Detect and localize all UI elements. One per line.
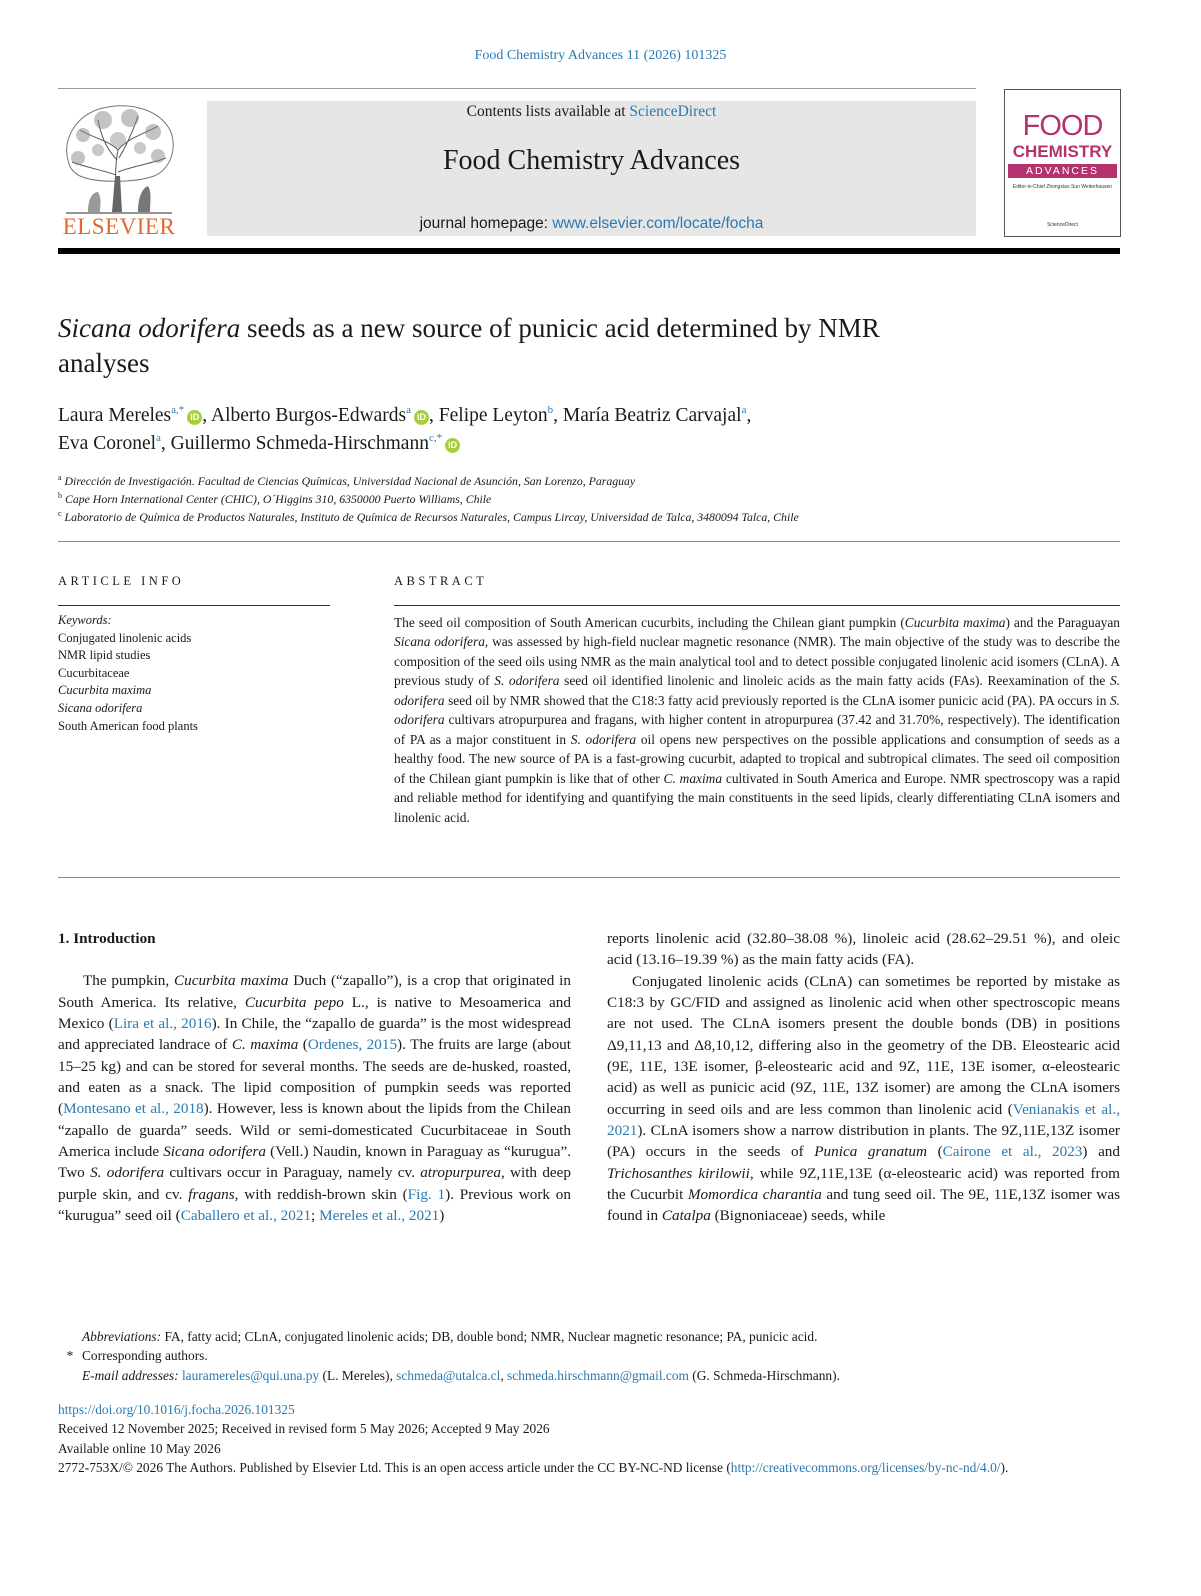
author-name[interactable]: Guillermo Schmeda-Hirschmann xyxy=(170,433,429,454)
cover-line-food: FOOD xyxy=(1022,110,1103,142)
keyword-item: Conjugated linolenic acids xyxy=(58,630,192,645)
affiliations xyxy=(58,472,1120,526)
sciencedirect-link[interactable]: ScienceDirect xyxy=(629,103,717,120)
author-name[interactable]: Laura Mereles xyxy=(58,405,172,426)
section-rule xyxy=(58,541,1120,542)
citation-link[interactable]: Mereles et al., 2021 xyxy=(319,1207,440,1225)
journal-reference[interactable]: Food Chemistry Advances 11 (2026) 101325 xyxy=(474,48,727,63)
body-column-right xyxy=(607,928,1120,1227)
citation-link[interactable]: Venianakis et al., 2021 xyxy=(607,1100,1120,1140)
author-separator: , xyxy=(202,405,211,426)
figure-link[interactable]: Fig. 1 xyxy=(407,1185,446,1203)
article-title xyxy=(58,311,958,381)
homepage-prefix: journal homepage: xyxy=(419,215,553,232)
citation-link[interactable]: Lira et al., 2016 xyxy=(113,1015,212,1033)
orcid-icon[interactable]: iD xyxy=(445,438,460,453)
author-affil-mark[interactable]: a,* xyxy=(171,404,185,416)
author-separator: , xyxy=(746,405,752,426)
journal-cover-thumbnail[interactable] xyxy=(1004,89,1121,237)
author-list xyxy=(58,402,1058,458)
received-dates: Received 12 November 2025; Received in revised form 5 May 2026; Accepted 9 May 2026 xyxy=(58,1421,550,1437)
cover-line-chemistry: CHEMISTRY xyxy=(1012,142,1113,161)
homepage-line xyxy=(207,215,976,233)
author-affil-mark[interactable]: a xyxy=(741,404,747,416)
keyword-item: Cucurbitaceae xyxy=(58,665,130,680)
affiliation-text: Laboratorio de Química de Productos Naturales, Instituto de Química de Recursos Naturales, Campus Lircay, Universidad de Talca, 3480094 Talca, Chile xyxy=(64,510,799,524)
article-info-heading: ARTICLE INFO xyxy=(58,574,185,588)
author-separator: , xyxy=(429,405,439,426)
abstract-text: The seed oil composition of South American cucurbits, including the Chilean giant pumpkin (Cucurbita maxima) and the Paraguayan Sicana odorifera, was assessed by high-field nuclear magnetic resonance (NMR). The main objective of the study was to describe the composition of the seed oils using NMR as the main analytical tool and to detect possible conjugated linolenic acid isomers (CLnA). A previous study of S. odorifera seed oil identified linolenic and linoleic acids as the main fatty acids (FAs). Reexamination of the S. odorifera seed oil by NMR showed that the C18:3 fatty acid previously reported is the CLnA isomer punicic acid (PA). PA occurs in S. odorifera cultivars atropurpurea and fragans, with higher content in atropurpurea (37.42 and 31.70%, respectively). The identification of PA as a major constituent in S. odorifera oil opens new perspectives on the possible applications and consumption of seeds as a healthy food. The new source of PA is a fast-growing cucurbit, adapted to tropical and subtropical climates. The seed oil composition of the Chilean giant pumpkin is like that of other C. maxima cultivated in South America and Europe. NMR spectroscopy was a rapid and reliable method for identifying and quantifying the main constituents in the seed lipids, clearly differentiating CLnA isomers and linolenic acid. xyxy=(394,615,1120,825)
email-note: E-mail addresses: lauramereles@qui.una.py (L. Mereles), schmeda@utalca.cl, schmeda.hirschmann@gmail.com (G. Schmeda-Hirschmann). xyxy=(82,1367,840,1383)
license-link[interactable]: http://creativecommons.org/licenses/by-nc-nd/4.0/ xyxy=(730,1460,1001,1476)
author-name[interactable]: Felipe Leyton xyxy=(438,405,548,426)
section-rule xyxy=(58,877,1120,878)
abstract-rule xyxy=(394,605,1120,606)
citation-link[interactable]: Caballero et al., 2021 xyxy=(180,1207,312,1225)
email-link[interactable]: schmeda.hirschmann@gmail.com xyxy=(507,1367,689,1383)
doi-link[interactable]: https://doi.org/10.1016/j.focha.2026.101325 xyxy=(58,1402,295,1417)
cover-line-advances: ADVANCES xyxy=(1008,164,1117,178)
abstract-heading: ABSTRACT xyxy=(394,574,488,588)
cover-sciencedirect: ScienceDirect xyxy=(1047,222,1078,228)
citation-link[interactable]: Montesano et al., 2018 xyxy=(63,1100,204,1118)
body-column-left xyxy=(58,928,571,1226)
title-rest: seeds as a new source of punicic acid determined by NMR analyses xyxy=(58,313,880,378)
header-rule xyxy=(58,88,976,89)
section-heading-introduction: 1. Introduction xyxy=(58,930,156,947)
homepage-link[interactable]: www.elsevier.com/locate/focha xyxy=(552,215,764,232)
intro-paragraph-continued: reports linolenic acid (32.80–38.08 %), linoleic acid (28.62–29.51 %), and oleic acid (13.16–19.39 %) as the main fatty acids (FA). xyxy=(607,930,1120,969)
author-separator: , xyxy=(553,405,563,426)
citation-link[interactable]: Ordenes, 2015 xyxy=(307,1036,398,1054)
cover-editor: Editor-in-Chief Zhongxiao Sun Weiterhausen xyxy=(1012,184,1113,190)
author-affil-mark[interactable]: a xyxy=(406,404,412,416)
keyword-item: South American food plants xyxy=(58,718,198,733)
orcid-icon[interactable]: iD xyxy=(187,410,202,425)
license-line: 2772-753X/© 2026 The Authors. Published by Elsevier Ltd. This is an open access article under the CC BY-NC-ND license (http://creativecommons.org/licenses/by-nc-nd/4.0/). xyxy=(58,1460,1009,1476)
intro-paragraph: Conjugated linolenic acids (CLnA) can sometimes be reported by mistake as C18:3 by GC/FID and assigned as linolenic acid when other spectroscopic means are not used. The CLnA isomers present the double bonds (DB) in positions Δ9,11,13 and Δ8,10,12, differing also in the geometry of the DB. Eleostearic acid (9E, 11E, 13E isomer, β-eleostearic acid and 9Z, 11E, 13E isomer, α-eleostearic acid) as well as punicic acid (9Z, 11E, 13Z isomer) are among the CLnA isomers occurring in seed oils and are less common than linolenic acid (Venianakis et al., 2021). CLnA isomers show a narrow distribution in plants. The 9Z,11E,13Z isomer (PA) occurs in the seeds of Punica granatum (Cairone et al., 2023) and Trichosanthes kirilowii, while 9Z,11E,13E (α-eleostearic acid) was reported from the Cucurbit Momordica charantia and tung seed oil. The 9E, 11E,13Z isomer was found in Catalpa (Bignoniaceae) seeds, while xyxy=(607,972,1120,1225)
affiliation-key: c xyxy=(58,509,62,518)
keywords-label: Keywords: xyxy=(58,613,112,627)
title-italic: Sicana odorifera xyxy=(58,313,241,343)
author-affil-mark[interactable]: c,* xyxy=(428,432,443,444)
publication-info xyxy=(58,1400,1120,1478)
orcid-icon[interactable]: iD xyxy=(414,410,429,425)
affiliation-key: b xyxy=(58,491,62,500)
author-affil-mark[interactable]: b xyxy=(547,404,554,416)
email-link[interactable]: schmeda@utalca.cl xyxy=(396,1367,501,1383)
abbreviations-note: Abbreviations: FA, fatty acid; CLnA, conjugated linolenic acids; DB, double bond; NMR, Nuclear magnetic resonance; PA, punicic acid. xyxy=(82,1329,818,1344)
article-info-rule xyxy=(58,605,330,606)
affiliation-text: Cape Horn International Center (CHIC), O´Higgins 310, 6350000 Puerto Williams, Chile xyxy=(64,492,492,506)
affiliation xyxy=(58,490,1120,508)
keyword-item: Cucurbita maxima xyxy=(58,683,152,698)
affiliation xyxy=(58,472,1120,490)
footnotes xyxy=(58,1327,1120,1385)
intro-paragraph: The pumpkin, Cucurbita maxima Duch (“zapallo”), is a crop that originated in South America. Its relative, Cucurbita pepo L., is native to Mesoamerica and Mexico (Lira et al., 2016). In Chile, the “zapallo de guarda” is the most widespread and appreciated landrace of C. maxima (Ordenes, 2015). The fruits are large (about 15–25 kg) and can be stored for several months. The seeds are de-husked, roasted, and eaten as a snack. The lipid composition of pumpkin seeds was reported (Montesano et al., 2018). However, less is known about the lipids from the Chilean “zapallo de guarda” seeds. Wild or semi-domesticated Cucurbitaceae in South America include Sicana odorifera (Vell.) Naudin, known in Paraguay as “kurugua”. Two S. odorifera cultivars occur in Paraguay, namely cv. atropurpurea, with deep purple skin, and cv. fragans, with reddish-brown skin (Fig. 1). Previous work on “kurugua” seed oil (Caballero et al., 2021; Mereles et al., 2021) xyxy=(58,972,572,1225)
keyword-item: Sicana odorifera xyxy=(58,700,143,715)
author-separator: , xyxy=(160,433,171,454)
affiliation-key: a xyxy=(58,473,62,482)
header-thick-rule xyxy=(58,248,1120,254)
citation-link[interactable]: Cairone et al., 2023 xyxy=(942,1143,1083,1161)
affiliation xyxy=(58,508,1120,526)
author-affil-mark[interactable]: a xyxy=(156,432,161,444)
keyword-item: NMR lipid studies xyxy=(58,648,151,663)
affiliation-text: Dirección de Investigación. Facultad de Ciencias Químicas, Universidad Nacional de Asunción, San Lorenzo, Paraguay xyxy=(64,474,636,488)
author-name[interactable]: Eva Coronel xyxy=(58,433,157,454)
journal-title: Food Chemistry Advances xyxy=(442,145,741,176)
corresponding-note: * Corresponding authors. xyxy=(66,1348,208,1364)
online-date: Available online 10 May 2026 xyxy=(58,1440,221,1456)
author-name[interactable]: Alberto Burgos-Edwards xyxy=(210,405,407,426)
contents-prefix: Contents lists available at xyxy=(466,103,630,120)
email-link[interactable]: lauramereles@qui.una.py xyxy=(181,1367,320,1383)
publisher-name: ELSEVIER xyxy=(62,214,176,239)
author-name[interactable]: María Beatriz Carvajal xyxy=(562,405,742,426)
keywords-block xyxy=(58,612,330,735)
contents-line xyxy=(207,103,976,121)
